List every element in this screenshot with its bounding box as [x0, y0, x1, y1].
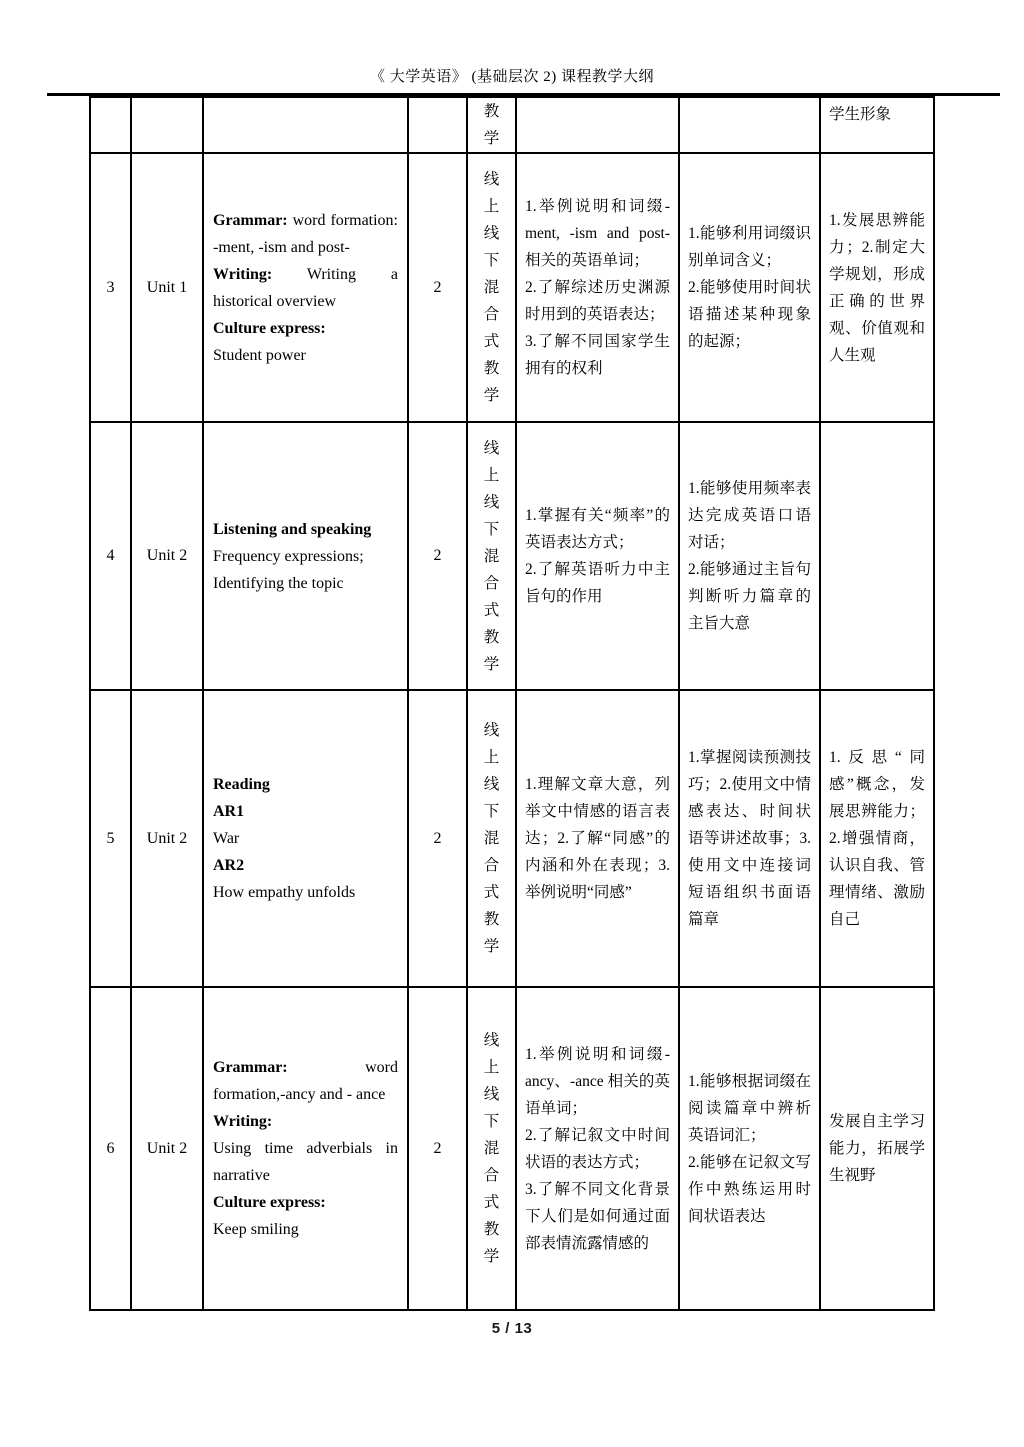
hours-cell: 2: [408, 690, 467, 987]
knowledge-objectives-cell: [516, 987, 679, 1310]
text-line: [213, 1054, 398, 1108]
table-row: [90, 690, 934, 987]
table-row: [90, 422, 934, 690]
text-line: Reading: [213, 776, 270, 793]
hours-cell: 2: [408, 422, 467, 690]
text-line: 1.举例说明和词缀-ment, -ism and post- 相关的英语单词；: [525, 198, 670, 269]
text-line: AR1: [213, 803, 245, 820]
text-line: 2.了解综述历史渊源时用到的英语表达；: [525, 279, 670, 323]
content-cell: [203, 987, 408, 1310]
content-text: word formation,-ancy and - ance: [213, 1059, 398, 1103]
ability-objectives-cell: [679, 690, 820, 987]
quality-objectives-cell: [820, 422, 934, 690]
quality-objectives-cell: [820, 690, 934, 987]
knowledge-objectives-cell: [516, 422, 679, 690]
text-line: Identifying the topic: [213, 574, 344, 592]
row-number-cell: 6: [90, 987, 131, 1310]
method-cell: [467, 987, 516, 1310]
vertical-text: 线上线下混合式教学: [483, 1032, 500, 1265]
text-line: 1.能够根据词缀在阅读篇章中辨析英语词汇；: [688, 1072, 811, 1144]
vertical-text: 线上线下混合式教学: [483, 171, 500, 404]
text-line: 1.发展思辨能力；2.制定大学规划，形成正确的世界观、价值观和人生观: [829, 211, 925, 364]
content-label: Grammar:: [213, 211, 288, 229]
page-footer: 5 / 13: [491, 1320, 533, 1337]
text-line: 发展自主学习能力，拓展学生视野: [829, 1113, 925, 1184]
ability-objectives-cell: [679, 422, 820, 690]
text-line: Culture express:: [213, 319, 326, 337]
unit-cell: Unit 2: [131, 987, 203, 1310]
text-line: AR2: [213, 857, 245, 874]
content-cell: [203, 97, 408, 153]
content-label: Grammar:: [213, 1059, 288, 1076]
content-cell: [203, 690, 408, 987]
knowledge-objectives-cell: [516, 153, 679, 422]
text-line: 2.能够使用时间状语描述某种现象的起源；: [688, 279, 811, 350]
hours-cell: [408, 97, 467, 153]
hours-cell: 2: [408, 153, 467, 422]
hours-cell: 2: [408, 987, 467, 1310]
text-line: Writing:: [213, 1113, 273, 1130]
row-number-cell: [90, 97, 131, 153]
text-line: [213, 261, 398, 315]
row-number-cell: 5: [90, 690, 131, 987]
content-text: word formation: -ment, -ism and post-: [213, 211, 398, 256]
syllabus-table: [89, 96, 935, 1311]
content-cell: [203, 422, 408, 690]
text-line: 3.了解不同文化背景下人们是如何通过面部表情流露情感的: [525, 1180, 670, 1252]
method-cell: [467, 153, 516, 422]
method-cell: [467, 422, 516, 690]
text-line: Using time adverbials in narrative: [213, 1140, 398, 1184]
text-line: How empathy unfolds: [213, 884, 356, 901]
row-number-cell: 4: [90, 422, 131, 690]
ability-objectives-cell: [679, 153, 820, 422]
row-number-cell: 3: [90, 153, 131, 422]
method-cell: [467, 690, 516, 987]
text-line: 1.能够利用词缀识别单词含义；: [688, 225, 811, 269]
text-line: [213, 207, 398, 261]
text-line: Listening and speaking: [213, 520, 372, 538]
table-row: [90, 153, 934, 422]
text-line: 1.反思“同感”概念，发展思辨能力；2.增强情商，认识自我、管理情绪、激励自己: [829, 749, 925, 928]
table-row: [90, 987, 934, 1310]
vertical-text: 线上线下混合式教学: [483, 439, 500, 673]
quality-objectives-cell: [820, 97, 934, 153]
quality-objectives-cell: [820, 153, 934, 422]
vertical-text: 教学: [483, 103, 500, 147]
table-row-carryover: [90, 97, 934, 153]
knowledge-objectives-cell: [516, 690, 679, 987]
knowledge-objectives-cell: [516, 97, 679, 153]
quality-objectives-cell: [820, 987, 934, 1310]
vertical-text: 线上线下混合式教学: [483, 722, 500, 955]
unit-cell: Unit 1: [131, 153, 203, 422]
text-line: 1.理解文章大意，列举文中情感的语言表达；2.了解“同感”的内涵和外在表现；3.举例说明“同感”: [525, 776, 670, 901]
content-label: Writing:: [213, 265, 273, 283]
text-line: 1.举例说明和词缀-ancy、-ance 相关的英语单词；: [525, 1045, 670, 1117]
unit-cell: Unit 2: [131, 690, 203, 987]
method-cell: [467, 97, 516, 153]
text-line: 2.能够在记叙文写作中熟练运用时间状语表达: [688, 1153, 811, 1225]
page-header-title: 《 大学英语》 (基础层次 2) 课程教学大纲: [370, 69, 654, 85]
text-line: 2.了解记叙文中时间状语的表达方式；: [525, 1126, 670, 1171]
text-line: Student power: [213, 346, 306, 364]
ability-objectives-cell: [679, 97, 820, 153]
text-line: 1.掌握有关“频率”的英语表达方式；: [525, 507, 670, 551]
unit-cell: Unit 2: [131, 422, 203, 690]
text-line: 2.了解英语听力中主旨句的作用: [525, 561, 670, 605]
content-cell: [203, 153, 408, 422]
text-line: 学生形象: [829, 106, 892, 123]
text-line: 2.能够通过主旨句判断听力篇章的主旨大意: [688, 561, 811, 632]
text-line: 3.了解不同国家学生拥有的权利: [525, 333, 670, 377]
unit-cell: [131, 97, 203, 153]
text-line: Culture express:: [213, 1194, 326, 1211]
content-text: Writing a historical overview: [213, 265, 398, 310]
text-line: 1.掌握阅读预测技巧；2.使用文中情感表达、时间状语等讲述故事；3.使用文中连接词短语组织书面语篇章: [688, 749, 811, 928]
text-line: War: [213, 830, 240, 847]
ability-objectives-cell: [679, 987, 820, 1310]
text-line: Frequency expressions;: [213, 547, 364, 565]
text-line: Keep smiling: [213, 1221, 299, 1238]
text-line: 1.能够使用频率表达完成英语口语对话；: [688, 480, 811, 551]
